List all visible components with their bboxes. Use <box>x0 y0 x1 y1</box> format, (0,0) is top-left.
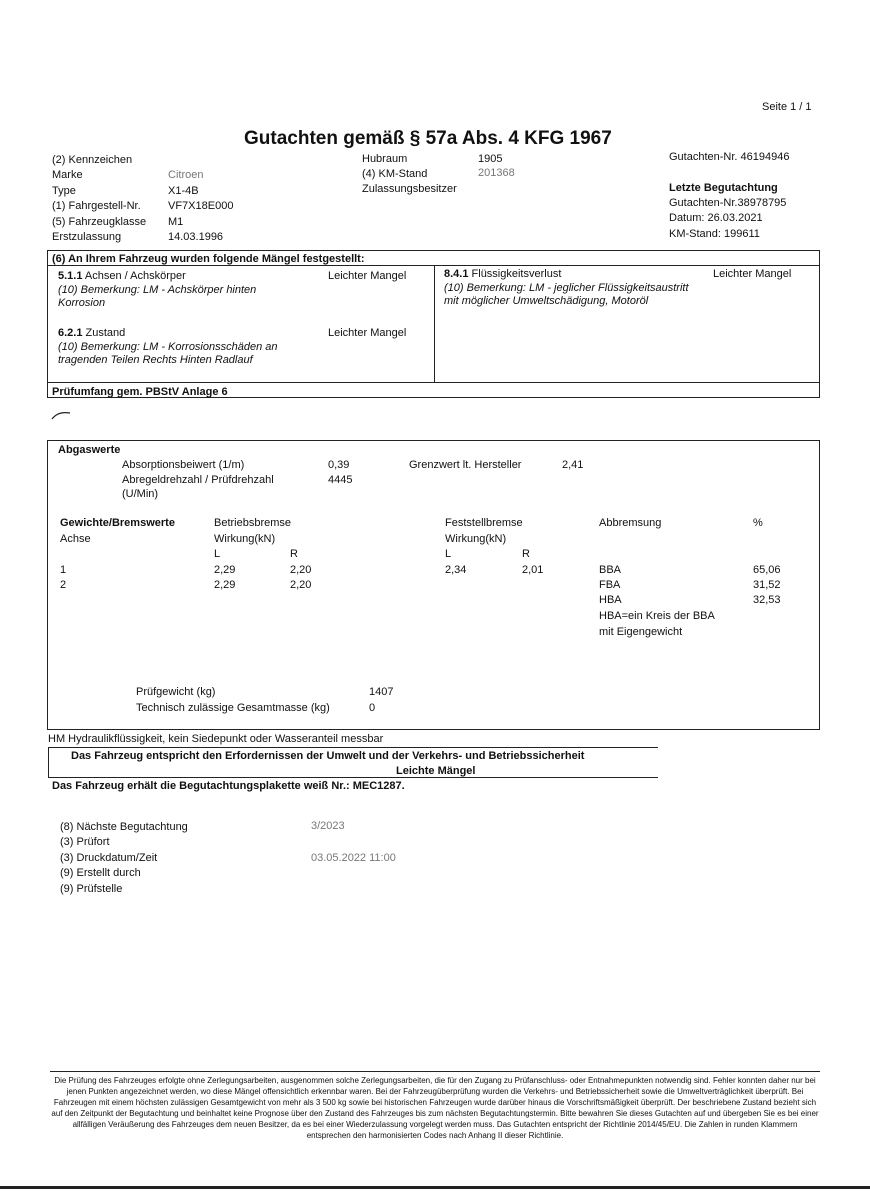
defect-name: Zustand <box>85 327 126 339</box>
axle-1-fest-right: 2,01 <box>522 564 544 576</box>
document-title: Gutachten gemäß § 57a Abs. 4 KFG 1967 <box>244 128 612 149</box>
divider <box>48 777 658 778</box>
bba-value: 65,06 <box>753 564 781 576</box>
hubraum-value: 1905 <box>478 153 503 165</box>
defect-item-2 <box>58 327 125 339</box>
divider <box>48 747 49 777</box>
hubraum-label: Hubraum <box>362 153 408 165</box>
naechste-value: 3/2023 <box>311 820 345 832</box>
fahrgestell-label: (1) Fahrgestell-Nr. <box>52 200 141 212</box>
gutachten-nr: Gutachten-Nr. 46194946 <box>669 151 790 163</box>
abbremsung-label: Abbremsung <box>599 517 662 529</box>
axle-1-fest-left: 2,34 <box>445 564 467 576</box>
hba-label: HBA <box>599 594 622 606</box>
defect-remark: (10) Bemerkung: LM - jeglicher Flüssigkeitsaustritt <box>444 282 689 294</box>
pen-stroke-icon <box>50 408 72 422</box>
hba-value: 32,53 <box>753 594 781 606</box>
druckdatum-label: (3) Druckdatum/Zeit <box>60 852 158 864</box>
pruefgewicht-value: 1407 <box>369 686 394 698</box>
left-label: L <box>214 548 221 560</box>
disclaimer: Die Prüfung des Fahrzeuges erfolgte ohne Zerlegungsarbeiten, ausgenommen solche Zerlegungsarbeiten, die für den Zugang zu Prüfanschluss- oder Entnahmepunkten notwendig sind. Fehler konnten daher nur bei jenen Punkten angezeichnet werden, wo diese Mängel offensichtlich erkennbar waren. Bei der Fahrzeugüberprüfung wurden die Verkehrs- und Betriebssicherheit sowie die Umweltverträglichkeit überprüft. Bei Fahrzeugen mit einem höchsten zulässigen Gesamtgewicht von mehr als 3 500 kg sowie bei historischen Fahrzeugen wurde darüber hinaus die Vorschriftsmäßigkeit überprüft. Der beschriebene Zustand bezieht sich auf den Zeitpunkt der Begutachtung und beinhaltet keine Prognose über den Zustand des Fahrzeuges bis zum nächsten Begutachtungstermin. Bitte bewahren Sie dieses Gutachten auf und übergeben Sie es bei einer allfälligen Veräußerung des Fahrzeuges dem neuen Besitzer, da es bei einer Wiederzulassung vorgelegt werden muss. Das Gutachten entspricht der Richtlinie 2014/45/EU. Die Zahlen in runden Klammern entsprechen den harmonisierten Codes nach Anhang II dieser Richtlinie. <box>51 1076 819 1140</box>
pruefumfang: Prüfumfang gem. PBStV Anlage 6 <box>52 386 228 398</box>
bottom-rule <box>0 1186 870 1189</box>
grenzwert-label: Grenzwert lt. Hersteller <box>409 459 522 471</box>
gesamtmasse-value: 0 <box>369 702 376 714</box>
axle-1-betrieb-left: 2,29 <box>214 564 236 576</box>
pruefgewicht-label: Prüfgewicht (kg) <box>136 686 216 698</box>
defects-header: (6) An Ihrem Fahrzeug wurden folgende Mängel festgestellt: <box>52 253 365 265</box>
defect-item-1 <box>58 270 186 282</box>
axle-2: 2 <box>60 579 67 591</box>
grenzwert-value: 2,41 <box>562 459 584 471</box>
defect-code: 5.1.1 <box>58 270 83 282</box>
defect-severity: Leichter Mangel <box>328 270 407 282</box>
defect-severity: Leichter Mangel <box>328 327 407 339</box>
axle-2-betrieb-right: 2,20 <box>290 579 312 591</box>
letzte-km-stand: KM-Stand: 199611 <box>669 228 760 240</box>
fahrgestell-value: VF7X18E000 <box>168 200 234 212</box>
axle-1-betrieb-right: 2,20 <box>290 564 312 576</box>
hm-note: HM Hydraulikflüssigkeit, kein Siedepunkt oder Wasseranteil messbar <box>48 733 384 745</box>
betriebsbremse-label: Betriebsbremse <box>214 517 292 529</box>
defect-code: 8.4.1 <box>444 268 469 280</box>
brakes-title: Gewichte/Bremswerte <box>60 517 175 529</box>
plakette-note: Das Fahrzeug erhält die Begutachtungsplakette weiß Nr.: MEC1287. <box>52 780 405 792</box>
absorption-label: Absorptionsbeiwert (1/m) <box>122 459 245 471</box>
defect-name: Achsen / Achskörper <box>84 270 186 282</box>
feststellbremse-label: Feststellbremse <box>445 517 523 529</box>
fahrzeugklasse-label: (5) Fahrzeugklasse <box>52 216 147 228</box>
erstzulassung-label: Erstzulassung <box>52 231 122 243</box>
drehzahl-unit: (U/Min) <box>122 488 159 500</box>
abgas-title: Abgaswerte <box>58 444 121 456</box>
naechste-label: (8) Nächste Begutachtung <box>60 821 188 833</box>
fest-right-label: R <box>522 548 530 560</box>
marke-label: Marke <box>52 169 83 181</box>
pruefort-label: (3) Prüfort <box>60 836 110 848</box>
type-label: Type <box>52 185 76 197</box>
defect-remark: (10) Bemerkung: LM - Korrosionsschäden an <box>58 341 278 353</box>
drehzahl-value: 4445 <box>328 474 353 486</box>
divider <box>434 265 435 382</box>
letzte-datum: Datum: 26.03.2021 <box>669 212 763 224</box>
divider <box>48 747 658 748</box>
pruefstelle-label: (9) Prüfstelle <box>60 883 123 895</box>
right-label: R <box>290 548 298 560</box>
gesamtmasse-label: Technisch zulässige Gesamtmasse (kg) <box>136 702 330 714</box>
marke-value: Citroen <box>168 169 204 181</box>
percent-label: % <box>753 517 763 529</box>
defect-remark: (10) Bemerkung: LM - Achskörper hinten <box>58 284 257 296</box>
fahrzeugklasse-value: M1 <box>168 216 184 228</box>
entspricht-note: Das Fahrzeug entspricht den Erfordernissen der Umwelt und der Verkehrs- und Betriebssicherheit <box>71 750 585 762</box>
letzte-begutachtung-title: Letzte Begutachtung <box>669 182 778 194</box>
fba-value: 31,52 <box>753 579 781 591</box>
km-stand-label: (4) KM-Stand <box>362 168 428 180</box>
hba-note-2: mit Eigengewicht <box>599 626 683 638</box>
wirkung-label: Wirkung(kN) <box>214 533 276 545</box>
fba-label: FBA <box>599 579 621 591</box>
fest-left-label: L <box>445 548 452 560</box>
axle-2-betrieb-left: 2,29 <box>214 579 236 591</box>
defect-severity: Leichter Mangel <box>713 268 792 280</box>
kennzeichen-label: (2) Kennzeichen <box>52 154 133 166</box>
hba-note: HBA=ein Kreis der BBA <box>599 610 715 622</box>
divider <box>50 1071 820 1072</box>
bba-label: BBA <box>599 564 622 576</box>
defect-item-3 <box>444 268 561 280</box>
druckdatum-value: 03.05.2022 11:00 <box>311 852 396 864</box>
km-stand-value: 201368 <box>478 167 515 179</box>
defect-remark: tragenden Teilen Rechts Hinten Radlauf <box>58 354 253 366</box>
defect-name: Flüssigkeitsverlust <box>471 268 562 280</box>
defect-remark: mit möglicher Umweltschädigung, Motoröl <box>444 295 649 307</box>
leichte-maengel: Leichte Mängel <box>396 765 476 777</box>
zulassungsbesitzer-label: Zulassungsbesitzer <box>362 183 457 195</box>
absorption-value: 0,39 <box>328 459 350 471</box>
letzte-gutachten-nr: Gutachten-Nr.38978795 <box>669 197 787 209</box>
defect-remark: Korrosion <box>58 297 106 309</box>
page-number: Seite 1 / 1 <box>762 101 812 113</box>
achse-label: Achse <box>60 533 91 545</box>
defect-code: 6.2.1 <box>58 327 83 339</box>
erstellt-label: (9) Erstellt durch <box>60 867 141 879</box>
divider <box>47 382 820 383</box>
fest-wirkung-label: Wirkung(kN) <box>445 533 507 545</box>
erstzulassung-value: 14.03.1996 <box>168 231 224 243</box>
drehzahl-label: Abregeldrehzahl / Prüfdrehzahl <box>122 474 274 486</box>
type-value: X1-4B <box>168 185 199 197</box>
axle-1: 1 <box>60 564 67 576</box>
